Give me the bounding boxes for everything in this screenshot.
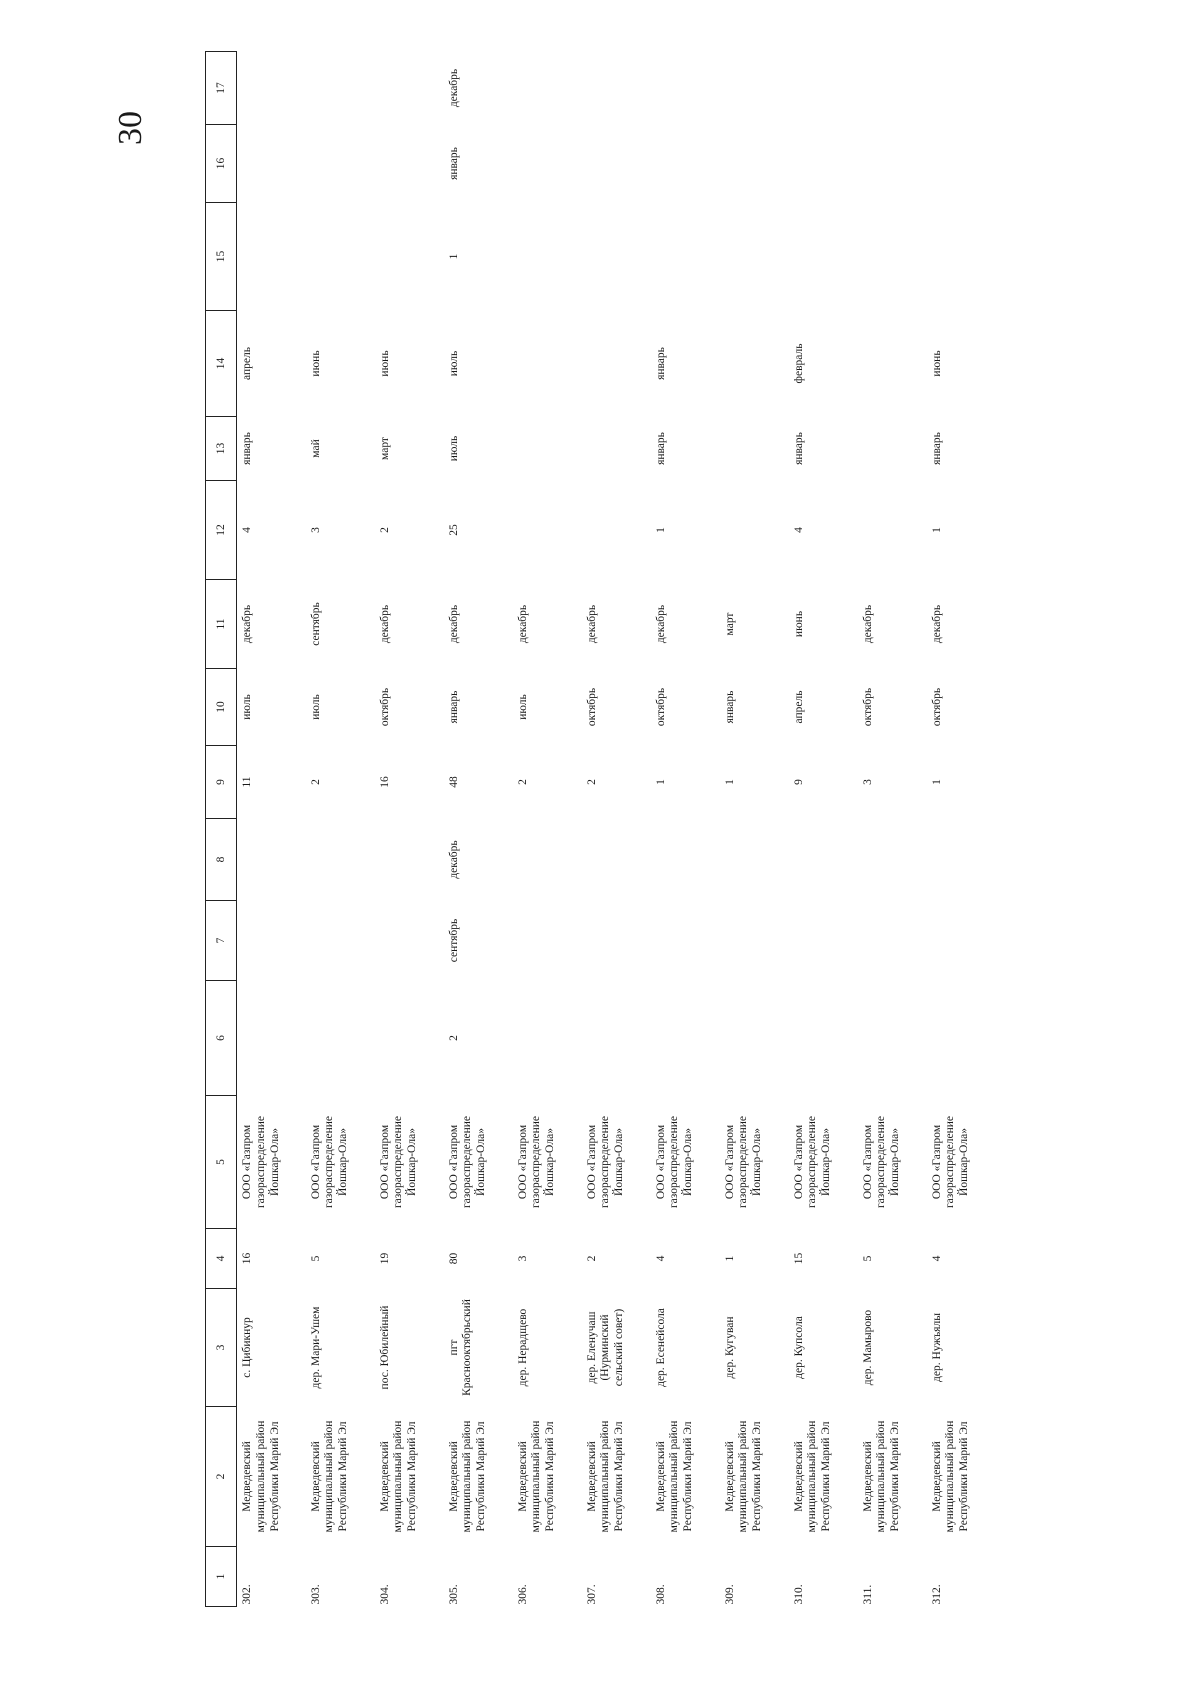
cell-c10: октябрь — [654, 687, 667, 727]
table-row — [237, 52, 306, 1607]
cell-c16 — [237, 125, 306, 203]
cell-operator: ООО «Газпром газораспределение Йошкар-Ола» — [861, 1115, 902, 1209]
cell-district: Медведевский муниципальный район Республики Марий Эл — [447, 1420, 488, 1533]
table-row — [306, 52, 375, 1607]
cell-c14: февраль — [792, 343, 805, 384]
column-header-12: 12 — [206, 481, 237, 580]
cell-c9: 11 — [241, 776, 253, 788]
cell-c7 — [237, 901, 306, 981]
cell-c9: 48 — [447, 776, 460, 788]
cell-c10: июль — [309, 694, 322, 720]
cell-c13: май — [309, 439, 322, 458]
cell-c12: 1 — [654, 527, 667, 533]
cell-operator: ООО «Газпром газораспределение Йошкар-Ола» — [516, 1115, 557, 1209]
cell-settlement: дер. Нерадщево — [516, 1308, 529, 1387]
cell-c14: апрель — [241, 347, 253, 380]
cell-operator: ООО «Газпром газораспределение Йошкар-Ола» — [241, 1115, 281, 1209]
cell-c14 — [858, 311, 927, 417]
cell-c9: 1 — [723, 779, 736, 785]
cell-c9: 1 — [654, 779, 667, 785]
column-header-10: 10 — [206, 669, 237, 746]
cell-c11: март — [723, 612, 736, 636]
cell-c11: декабрь — [447, 604, 460, 644]
cell-c6 — [720, 981, 789, 1096]
column-header-11: 11 — [206, 580, 237, 669]
cell-c11: декабрь — [516, 604, 529, 644]
cell-c8 — [306, 819, 375, 901]
cell-c13: январь — [241, 432, 253, 465]
cell-c16 — [513, 125, 582, 203]
cell-c6 — [858, 981, 927, 1096]
cell-c10: октябрь — [861, 687, 874, 727]
cell-c15 — [720, 203, 789, 311]
column-header-15: 15 — [206, 203, 237, 311]
cell-c12 — [858, 481, 927, 580]
cell-c15 — [651, 203, 720, 311]
cell-c10: июль — [241, 694, 253, 720]
column-header-6: 6 — [206, 981, 237, 1096]
cell-settlement: с. Цибикнур — [241, 1317, 253, 1378]
cell-c8 — [237, 819, 306, 901]
cell-c10: январь — [723, 690, 736, 724]
cell-c17 — [927, 52, 996, 125]
cell-c16 — [789, 125, 858, 203]
cell-c10: октябрь — [930, 687, 943, 727]
cell-c17 — [789, 52, 858, 125]
column-header-8: 8 — [206, 819, 237, 901]
cell-c12: 2 — [378, 527, 391, 533]
column-header-9: 9 — [206, 746, 237, 819]
cell-c17 — [582, 52, 651, 125]
table-row — [858, 52, 927, 1607]
cell-c7 — [927, 901, 996, 981]
cell-c15 — [513, 203, 582, 311]
cell-c13: январь — [654, 432, 667, 465]
cell-row-number: 303. — [309, 1584, 322, 1605]
cell-c13 — [513, 417, 582, 481]
cell-c6 — [651, 981, 720, 1096]
cell-district: Медведевский муниципальный район Республики Марий Эл — [309, 1420, 350, 1533]
cell-c15 — [927, 203, 996, 311]
cell-operator: ООО «Газпром газораспределение Йошкар-Ола» — [792, 1115, 833, 1209]
table-row — [651, 52, 720, 1607]
cell-c16 — [306, 125, 375, 203]
cell-district: Медведевский муниципальный район Республики Марий Эл — [861, 1420, 902, 1533]
cell-c12 — [582, 481, 651, 580]
table-row — [444, 52, 513, 1607]
cell-district: Медведевский муниципальный район Республики Марий Эл — [723, 1420, 764, 1533]
cell-c10: июль — [516, 694, 529, 720]
column-header-5: 5 — [206, 1096, 237, 1229]
cell-c8: декабрь — [447, 840, 460, 879]
cell-c9: 16 — [378, 776, 391, 788]
cell-count: 5 — [309, 1255, 322, 1262]
cell-district: Медведевский муниципальный район Республики Марий Эл — [378, 1420, 419, 1533]
cell-c10: октябрь — [585, 687, 598, 727]
cell-c9: 9 — [792, 779, 805, 785]
cell-row-number: 302. — [241, 1584, 253, 1605]
cell-district: Медведевский муниципальный район Республики Марий Эл — [241, 1420, 281, 1533]
cell-c10: январь — [447, 690, 460, 724]
cell-c17 — [513, 52, 582, 125]
cell-settlement: пос. Юбилейный — [378, 1305, 391, 1390]
cell-settlement: дер. Кугуван — [723, 1316, 736, 1379]
table-row — [789, 52, 858, 1607]
cell-c17 — [375, 52, 444, 125]
table-row — [582, 52, 651, 1607]
cell-c10: октябрь — [378, 687, 391, 727]
column-header-4: 4 — [206, 1229, 237, 1289]
cell-row-number: 307. — [585, 1584, 598, 1605]
cell-row-number: 308. — [654, 1584, 667, 1605]
cell-c17 — [720, 52, 789, 125]
column-number-row — [206, 52, 237, 1607]
cell-settlement: дер. Есенейсола — [654, 1308, 667, 1387]
cell-c11: декабрь — [241, 604, 253, 644]
cell-operator: ООО «Газпром газораспределение Йошкар-Ола» — [585, 1115, 626, 1209]
cell-operator: ООО «Газпром газораспределение Йошкар-Ола» — [723, 1115, 764, 1209]
cell-c16 — [858, 125, 927, 203]
cell-c11: декабрь — [378, 604, 391, 644]
cell-c11: июнь — [792, 610, 805, 638]
cell-c9: 2 — [516, 779, 529, 785]
cell-c17 — [858, 52, 927, 125]
cell-count: 1 — [723, 1255, 736, 1262]
table-row — [927, 52, 996, 1607]
cell-c13: январь — [930, 432, 943, 465]
column-header-13: 13 — [206, 417, 237, 481]
cell-c8 — [789, 819, 858, 901]
cell-operator: ООО «Газпром газораспределение Йошкар-Ола» — [309, 1115, 350, 1209]
cell-c9: 1 — [930, 779, 943, 785]
cell-c16: январь — [447, 147, 460, 180]
cell-c14 — [720, 311, 789, 417]
cell-c15 — [582, 203, 651, 311]
cell-row-number: 305. — [447, 1584, 460, 1605]
cell-c9: 3 — [861, 779, 874, 785]
cell-settlement: дер. Нужъялы — [930, 1313, 943, 1382]
cell-row-number: 310. — [792, 1584, 805, 1605]
cell-count: 19 — [378, 1252, 391, 1265]
cell-c10: апрель — [792, 690, 805, 724]
cell-c17 — [651, 52, 720, 125]
cell-c7 — [789, 901, 858, 981]
cell-c13 — [582, 417, 651, 481]
cell-c14: июнь — [930, 350, 943, 377]
cell-c15: 1 — [447, 253, 460, 260]
cell-c8 — [720, 819, 789, 901]
cell-district: Медведевский муниципальный район Республики Марий Эл — [585, 1420, 626, 1533]
cell-c6 — [927, 981, 996, 1096]
cell-c12 — [720, 481, 789, 580]
cell-c6 — [513, 981, 582, 1096]
table-row — [513, 52, 582, 1607]
cell-c11: декабрь — [861, 604, 874, 644]
cell-count: 2 — [585, 1255, 598, 1262]
cell-c16 — [720, 125, 789, 203]
cell-c15 — [306, 203, 375, 311]
cell-count: 4 — [654, 1255, 667, 1262]
cell-c15 — [789, 203, 858, 311]
cell-row-number: 306. — [516, 1584, 529, 1605]
column-header-17: 17 — [206, 52, 237, 125]
cell-c6 — [375, 981, 444, 1096]
cell-c7 — [582, 901, 651, 981]
cell-count: 5 — [861, 1255, 874, 1262]
cell-c17 — [237, 52, 306, 125]
cell-c7 — [306, 901, 375, 981]
cell-c6 — [306, 981, 375, 1096]
cell-row-number: 312. — [930, 1584, 943, 1605]
column-header-16: 16 — [206, 125, 237, 203]
cell-c16 — [375, 125, 444, 203]
cell-count: 4 — [930, 1255, 943, 1262]
cell-c14: июль — [447, 350, 460, 377]
cell-operator: ООО «Газпром газораспределение Йошкар-Ола» — [378, 1115, 419, 1209]
cell-c9: 2 — [309, 779, 322, 785]
cell-c13: январь — [792, 432, 805, 465]
cell-c13 — [720, 417, 789, 481]
cell-c11: декабрь — [585, 604, 598, 644]
cell-c16 — [651, 125, 720, 203]
cell-settlement: дер. Мари-Ушем — [309, 1306, 322, 1389]
cell-c7 — [651, 901, 720, 981]
cell-c8 — [927, 819, 996, 901]
cell-settlement: пгт Краснооктябрьский — [447, 1299, 474, 1396]
cell-c14: июнь — [378, 350, 391, 377]
table-row — [375, 52, 444, 1607]
cell-c17: декабрь — [447, 68, 460, 108]
cell-c6: 2 — [447, 1035, 460, 1041]
cell-c12: 4 — [241, 527, 253, 533]
cell-settlement: дер. Купсола — [792, 1316, 805, 1379]
cell-c12: 25 — [447, 524, 460, 536]
cell-c6 — [789, 981, 858, 1096]
cell-c12: 4 — [792, 527, 805, 533]
cell-c6 — [237, 981, 306, 1096]
cell-count: 15 — [792, 1252, 805, 1265]
column-header-1: 1 — [206, 1547, 237, 1607]
cell-c9: 2 — [585, 779, 598, 785]
cell-row-number: 304. — [378, 1584, 391, 1605]
column-header-2: 2 — [206, 1407, 237, 1547]
cell-c15 — [237, 203, 306, 311]
cell-c8 — [858, 819, 927, 901]
cell-c8 — [513, 819, 582, 901]
cell-settlement: дер. Мамырово — [861, 1309, 874, 1386]
cell-c13: июль — [447, 435, 460, 462]
page-number: 30 — [112, 111, 149, 145]
cell-c13: март — [378, 437, 391, 460]
cell-c14: июнь — [309, 350, 322, 377]
column-header-7: 7 — [206, 901, 237, 981]
cell-c8 — [375, 819, 444, 901]
cell-district: Медведевский муниципальный район Республики Марий Эл — [930, 1420, 971, 1533]
table-body — [237, 52, 996, 1607]
cell-operator: ООО «Газпром газораспределение Йошкар-Ола» — [930, 1115, 971, 1209]
cell-c7: сентябрь — [447, 918, 460, 963]
cell-row-number: 311. — [861, 1584, 874, 1605]
gasification-schedule-table — [205, 51, 996, 1607]
cell-count: 16 — [241, 1252, 253, 1265]
cell-district: Медведевский муниципальный район Республики Марий Эл — [792, 1420, 833, 1533]
cell-c8 — [651, 819, 720, 901]
cell-c15 — [375, 203, 444, 311]
cell-c11: декабрь — [930, 604, 943, 644]
cell-c16 — [582, 125, 651, 203]
cell-c13 — [858, 417, 927, 481]
cell-count: 3 — [516, 1255, 529, 1262]
cell-c7 — [858, 901, 927, 981]
cell-c16 — [927, 125, 996, 203]
cell-district: Медведевский муниципальный район Республики Марий Эл — [654, 1420, 695, 1533]
cell-c14 — [513, 311, 582, 417]
cell-c7 — [375, 901, 444, 981]
cell-c12: 3 — [309, 527, 322, 533]
cell-c17 — [306, 52, 375, 125]
cell-c11: сентябрь — [309, 602, 322, 646]
cell-c8 — [582, 819, 651, 901]
cell-c12 — [513, 481, 582, 580]
cell-operator: ООО «Газпром газораспределение Йошкар-Ола» — [654, 1115, 695, 1209]
table-row — [720, 52, 789, 1607]
cell-count: 80 — [447, 1252, 460, 1265]
cell-district: Медведевский муниципальный район Республики Марий Эл — [516, 1420, 557, 1533]
column-header-3: 3 — [206, 1289, 237, 1407]
cell-c7 — [513, 901, 582, 981]
column-header-14: 14 — [206, 311, 237, 417]
cell-settlement: дер. Еленучаш (Нурминский сельский совет) — [585, 1308, 626, 1387]
cell-c7 — [720, 901, 789, 981]
cell-c11: декабрь — [654, 604, 667, 644]
cell-c6 — [582, 981, 651, 1096]
cell-row-number: 309. — [723, 1584, 736, 1605]
cell-c14: январь — [654, 347, 667, 380]
cell-c14 — [582, 311, 651, 417]
cell-c15 — [858, 203, 927, 311]
cell-operator: ООО «Газпром газораспределение Йошкар-Ола» — [447, 1115, 488, 1209]
cell-c12: 1 — [930, 527, 943, 533]
